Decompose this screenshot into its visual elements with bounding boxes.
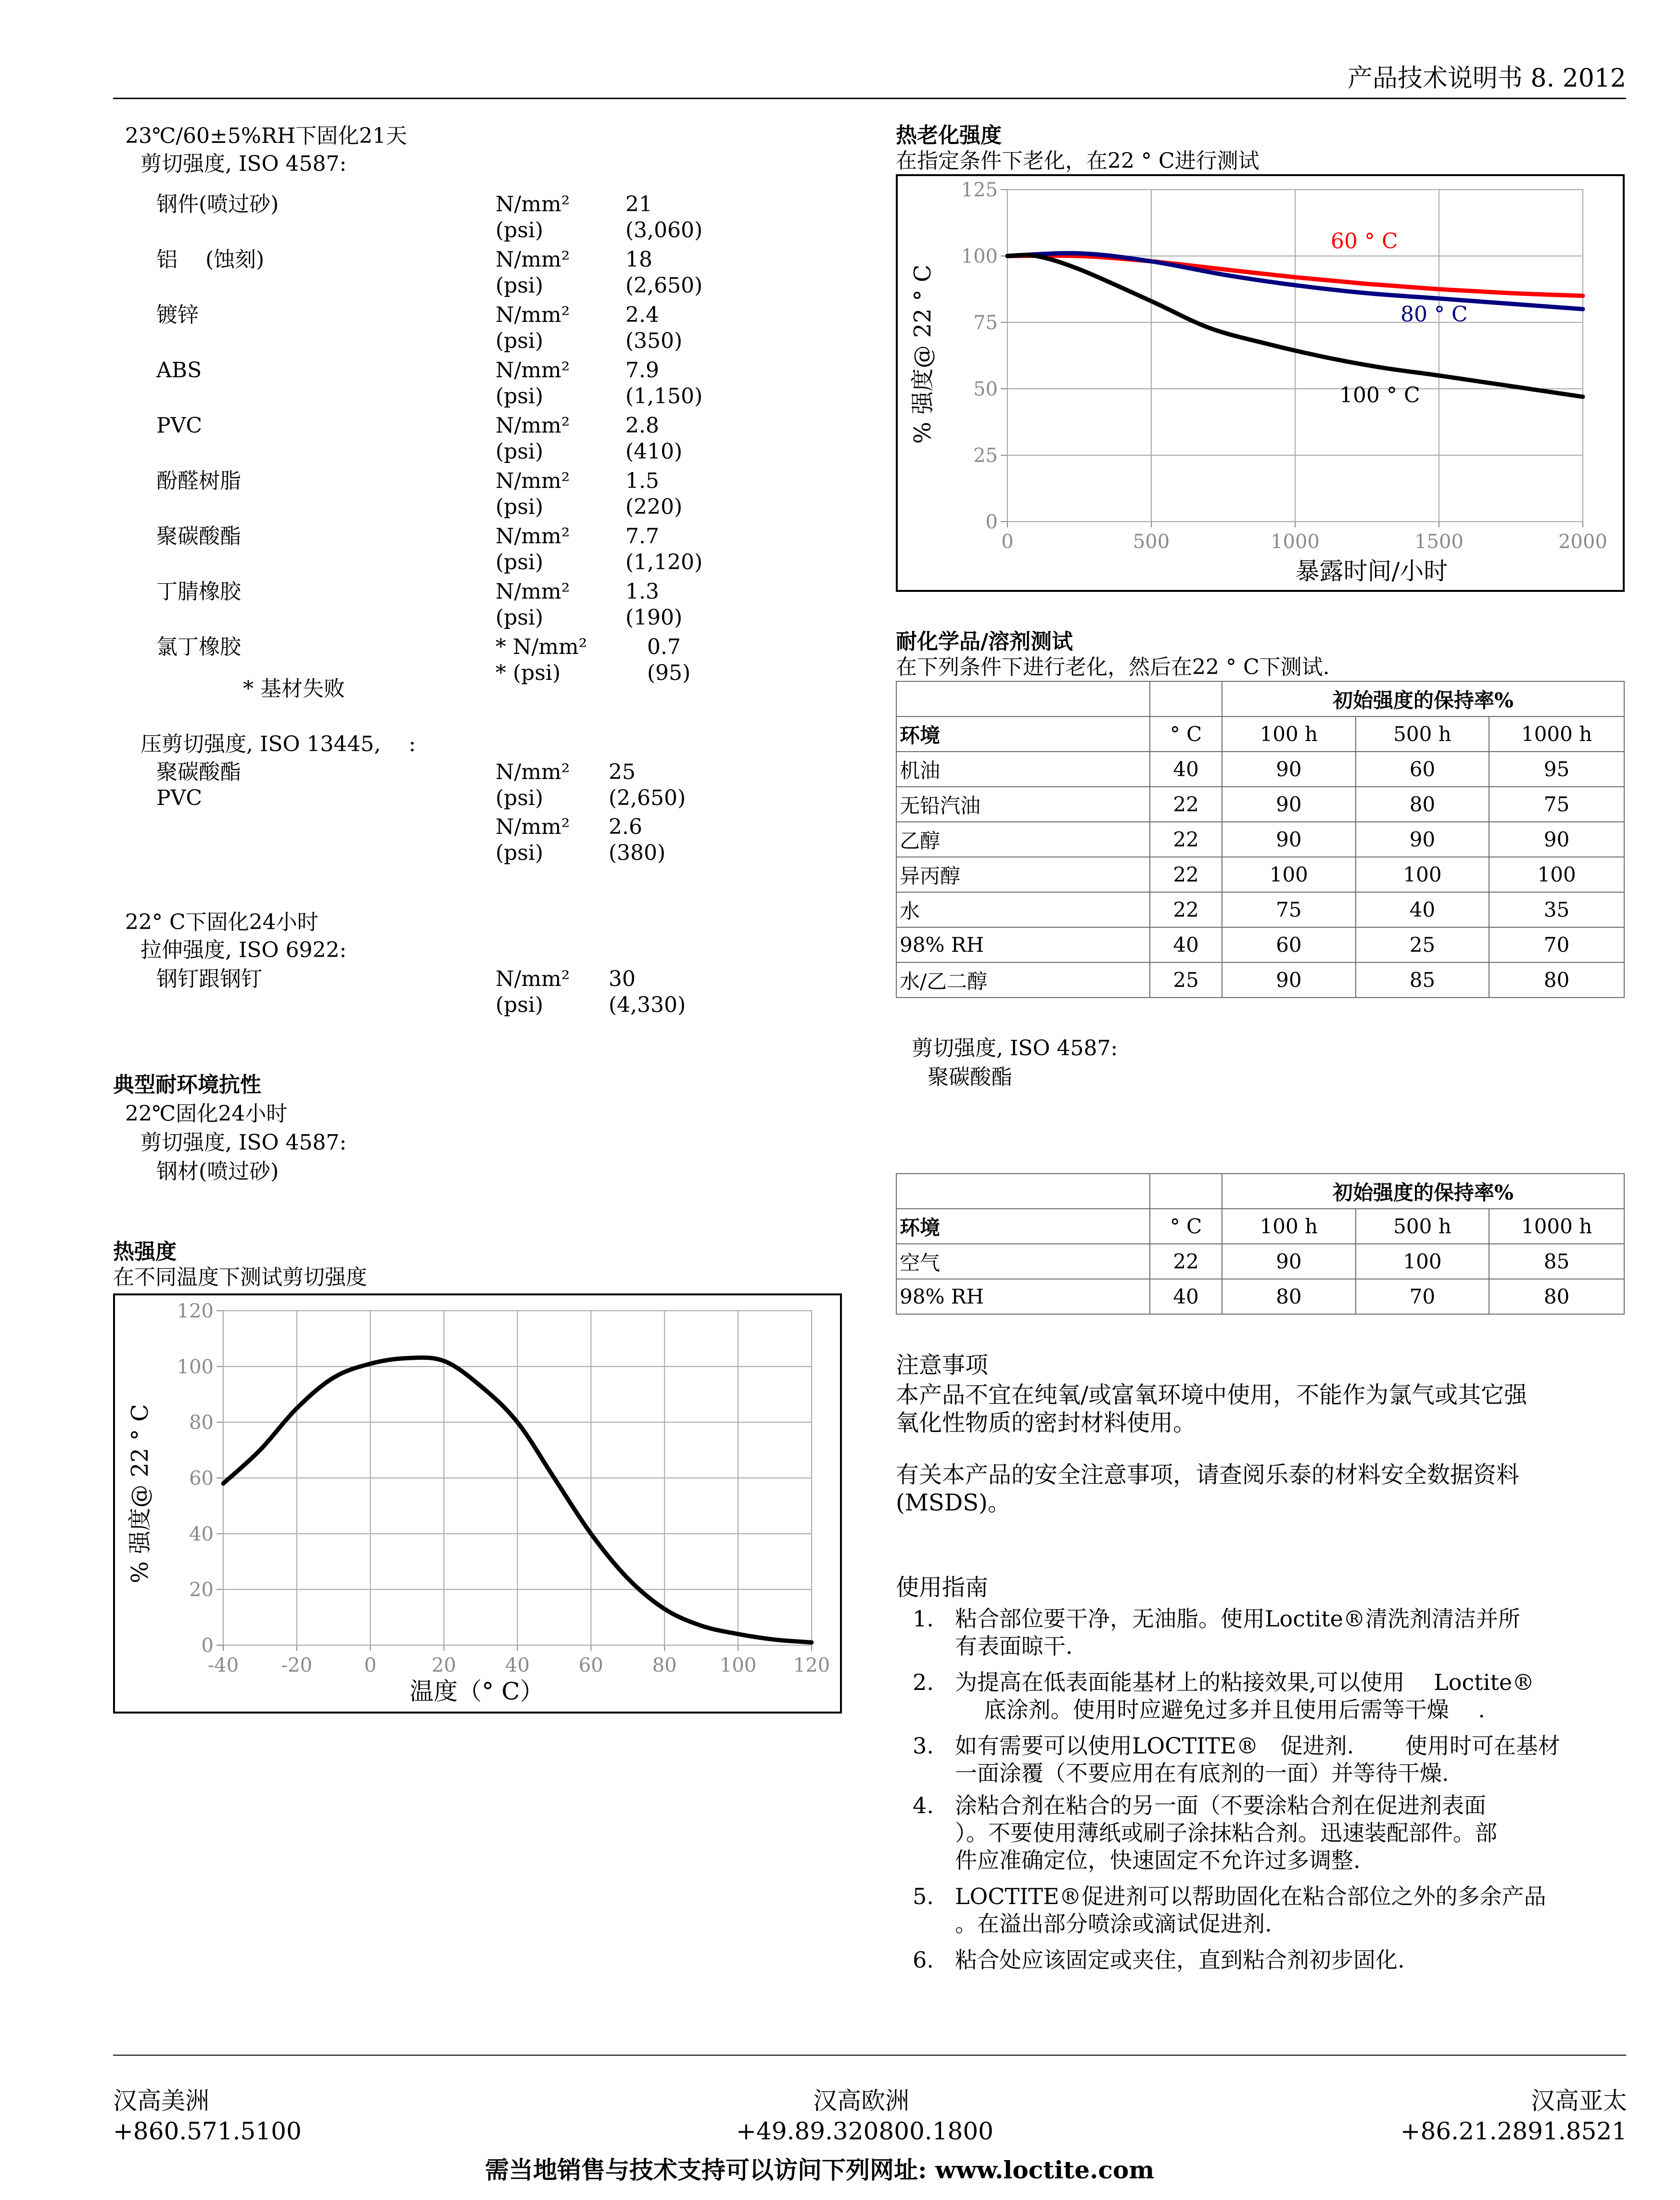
chart-grid [216,1311,812,1651]
substrate-unit-psi: (psi) [496,550,544,575]
y-tick-label: 25 [973,445,998,467]
table-head-row [896,716,1624,752]
substrate-name: 聚碳酸酯 [156,524,241,549]
substrate-unit: N/mm² [496,358,570,383]
notice-line: 氧化性物质的密封材料使用。 [896,1409,1196,1436]
substrate-unit: N/mm² [496,413,570,438]
usage-step-number: 1. [913,1606,934,1632]
compress-item-value: (2,650) [609,786,686,810]
table-cell-value: 90 [1222,962,1356,998]
compress-item-unit: N/mm² [496,815,570,839]
compress-shear-heading: 压剪切强度, ISO 13445, : [140,732,416,756]
table-cell-value: 80 [1222,1279,1356,1314]
usage-step-line: 粘合部位要干净，无油脂。使用Loctite®清洗剂清洁并所 [955,1606,1520,1632]
usage-step-line: 。在溢出部分喷涂或滴试促进剂. [955,1911,1272,1937]
table-cell-value: 100 [1222,857,1356,892]
table-cell-value: 80 [1489,962,1624,998]
table-cell-env: 机油 [896,752,1150,787]
col-1000h: 1000 h [1489,1209,1624,1244]
y-tick-label: 40 [189,1523,214,1546]
heat-aging-plot [898,176,1623,590]
substrate-unit: N/mm² [496,247,570,272]
compress-item-unit: (psi) [496,841,544,865]
y-tick-label: 125 [961,179,998,201]
x-tick-label: 0 [1001,531,1014,553]
pc-substrate: 聚碳酸酯 [928,1065,1012,1089]
table-cell-value: 70 [1489,927,1624,962]
table-cell-value: 22 [1150,857,1222,892]
footer-asia-phone: +86.21.2891.8521 [1400,2117,1627,2145]
x-tick-label: 1500 [1414,531,1464,553]
table-cell-value: 60 [1356,752,1489,787]
substrate-unit-psi: (psi) [496,495,544,519]
footer-europe-phone: +49.89.320800.1800 [736,2117,993,2145]
heat-aging-chart [896,174,1625,592]
table-cell-env: 水/乙二醇 [896,962,1150,998]
y-tick-label: 100 [177,1356,214,1378]
hot-strength-chart [113,1293,842,1714]
substrate-value-psi: (1,150) [625,384,703,409]
heat-aging-title: 热老化强度 [896,123,1002,148]
footer-americas-phone: +860.571.5100 [113,2117,302,2145]
table-row [896,1244,1624,1279]
x-tick-label: 40 [505,1654,530,1676]
series-label-80c: 80 ° C [1400,302,1468,327]
table-cell-value: 90 [1356,822,1489,857]
table-cell-value: 100 [1356,1244,1489,1279]
col-temp: ° C [1150,1209,1222,1244]
table-cell-value: 85 [1356,962,1489,998]
table-head-row [896,1209,1624,1244]
substrate-value-psi: (350) [625,329,683,353]
substrate-name: 镀锌 [156,303,199,327]
table-cell-value: 22 [1150,822,1222,857]
tensile-item-value: (4,330) [609,993,686,1017]
tensile-item-value: 30 [609,967,636,991]
substrate-value: 1.3 [625,579,659,604]
table-cell-value: 40 [1150,1279,1222,1314]
x-tick-labels [208,1654,830,1676]
substrate-unit-psi: (psi) [496,329,544,353]
pc-shear-heading: 剪切强度, ISO 4587: [912,1036,1118,1061]
usage-step [913,1669,1629,1724]
substrate-value: 2.4 [625,303,659,327]
table-cell-value: 80 [1356,787,1489,822]
env-substrate: 钢材(喷过砂) [156,1159,279,1184]
substrate-value: 7.7 [625,524,659,549]
usage-step-line: 涂粘合剂在粘合的另一面（不要涂粘合剂在促进剂表面 [955,1792,1486,1818]
col-100h: 100 h [1222,716,1356,752]
heat-aging-subtitle: 在指定条件下老化，在22 ° C进行测试 [896,149,1260,173]
table-cell-env: 水 [896,892,1150,927]
substrate-unit-psi: (psi) [496,218,544,243]
usage-step-line: 为提高在低表面能基材上的粘接效果,可以使用 Loctite® [955,1669,1535,1695]
substrate-value-psi: (95) [647,661,691,685]
usage-step [913,1946,1629,1974]
shear-strength-heading: 剪切强度, ISO 4587: [140,152,347,176]
substrate-name: 氯丁橡胶 [156,635,241,659]
compress-item-value: (380) [609,841,666,865]
footer-asia: 汉高亚太 [1531,2087,1627,2115]
x-tick-label: -20 [281,1654,313,1676]
x-tick-label: 60 [578,1654,603,1676]
table-cell-value: 70 [1356,1279,1489,1314]
x-tick-label: 100 [719,1654,757,1676]
y-axis-label: % 强度@ 22 ° C [127,1404,153,1584]
substrate-unit-psi: (psi) [496,273,544,298]
table-group-header: 初始强度的保持率% [1222,681,1624,716]
substrate-unit: N/mm² [496,579,570,604]
tensile-heading: 拉伸强度, ISO 6922: [140,938,347,962]
substrate-unit: N/mm² [496,303,570,327]
table-cell-value: 40 [1150,927,1222,962]
table-cell-env: 空气 [896,1244,1150,1279]
substrate-value-psi: (220) [625,495,683,519]
usage-step-line: 粘合处应该固定或夹住，直到粘合剂初步固化. [955,1947,1405,1973]
table-cell-value: 40 [1150,752,1222,787]
usage-step [913,1605,1629,1660]
substrate-name: 铝 (蚀刻) [156,247,265,272]
env-resistance-title: 典型耐环境抗性 [113,1073,261,1097]
y-tick-label: 100 [961,245,998,268]
chem-resistance-table [896,681,1625,998]
substrate-value-psi: (410) [625,439,683,464]
table-cell-env: 异丙醇 [896,857,1150,892]
substrate-value-psi: (3,060) [625,218,703,243]
cure-condition-1: 23℃/60±5%RH下固化21天 [125,124,407,148]
usage-step-number: 3. [913,1733,934,1759]
x-tick-label: 0 [364,1654,377,1676]
usage-step-line: ）。不要使用薄纸或刷子涂抹粘合剂。迅速装配部件。部 [955,1820,1497,1846]
notice-line: 本产品不宜在纯氧/或富氧环境中使用，不能作为氯气或其它强 [896,1381,1527,1408]
footer-website: 需当地销售与技术支持可以访问下列网址: www.loctite.com [485,2156,1155,2184]
usage-step-line: LOCTITE®促进剂可以帮助固化在粘合部位之外的多余产品 [955,1883,1546,1909]
table-cell-value: 35 [1489,892,1624,927]
table-cell-value: 80 [1489,1279,1624,1314]
usage-title: 使用指南 [896,1574,989,1601]
y-tick-label: 20 [189,1579,214,1601]
y-tick-labels [961,179,998,533]
substrate-name: ABS [156,358,202,383]
x-tick-labels [1001,531,1607,553]
x-tick-label: 120 [793,1654,830,1676]
y-tick-label: 0 [201,1635,214,1657]
x-tick-label: 1000 [1271,531,1320,553]
table-cell-value: 95 [1489,752,1624,787]
y-axis-label: % 强度@ 22 ° C [909,264,936,444]
footer-europe: 汉高欧洲 [813,2087,909,2115]
table-cell-value: 90 [1489,822,1624,857]
usage-step-number: 4. [913,1792,934,1818]
col-500h: 500 h [1356,716,1489,752]
usage-step [913,1883,1629,1938]
table-cell-value: 90 [1222,752,1356,787]
compress-item-value: 2.6 [609,815,642,839]
table-cell-value: 25 [1150,962,1222,998]
notice-line: (MSDS)。 [896,1489,1011,1516]
chart-grid [1001,190,1583,527]
series-label-60c: 60 ° C [1331,229,1398,254]
table-head-row [896,1174,1624,1209]
substrate-unit: N/mm² [496,524,570,549]
table-row [896,927,1624,962]
y-tick-label: 60 [189,1467,214,1490]
col-100h: 100 h [1222,1209,1356,1244]
x-axis-label: 温度（° C） [409,1677,544,1705]
substrate-unit-psi: (psi) [496,384,544,409]
y-tick-label: 50 [973,378,998,400]
table-cell-env: 无铅汽油 [896,787,1150,822]
substrate-name: 酚醛树脂 [156,469,241,493]
substrate-name: PVC [156,413,203,438]
usage-step [913,1732,1629,1787]
substrate-unit: * N/mm² [496,635,587,659]
table-row [896,787,1624,822]
table-cell-value: 22 [1150,892,1222,927]
x-axis-label: 暴露时间/小时 [1295,557,1448,585]
tensile-item-name: 钢钉跟钢钉 [156,967,262,991]
table-row [896,752,1624,787]
table-row [896,857,1624,892]
col-env: 环境 [896,1209,1150,1244]
notice-line: 有关本产品的安全注意事项，请查阅乐泰的材料安全数据资料 [896,1461,1520,1488]
compress-item-name: 聚碳酸酯 [156,760,241,784]
usage-step-line: 件应准确定位，快速固定不允许过多调整. [955,1847,1361,1873]
usage-step-line: 底涂剂。使用时应避免过多并且使用后需等干燥 . [955,1697,1485,1723]
header-rule [113,98,1626,99]
substrate-value: 1.5 [625,469,659,493]
hot-strength-subtitle: 在不同温度下测试剪切强度 [113,1265,367,1290]
col-500h: 500 h [1356,1209,1489,1244]
chem-resistance-subtitle: 在下列条件下进行老化，然后在22 ° C下测试. [896,655,1330,679]
substrate-value: 0.7 [647,635,681,659]
chem-resistance-title: 耐化学品/溶剂测试 [896,629,1073,654]
table-cell-value: 60 [1222,927,1356,962]
x-tick-label: 80 [652,1654,677,1676]
substrate-value-psi: (1,120) [625,550,703,575]
usage-step-line: 有表面晾干. [955,1633,1073,1659]
substrate-failure-note: * 基材失败 [243,677,345,701]
col-1000h: 1000 h [1489,716,1624,752]
compress-item-name: PVC [156,786,203,810]
substrate-name: 丁腈橡胶 [156,579,241,604]
table-cell-value: 22 [1150,787,1222,822]
env-shear-heading: 剪切强度, ISO 4587: [140,1130,347,1155]
series-label-100c: 100 ° C [1339,383,1420,408]
substrate-unit-psi: * (psi) [496,661,561,685]
footer-rule [113,2055,1626,2056]
table-cell-value: 75 [1222,892,1356,927]
usage-step-number: 2. [913,1669,934,1695]
footer-americas: 汉高美洲 [113,2087,209,2115]
substrate-value: 2.8 [625,413,659,438]
col-env: 环境 [896,716,1150,752]
substrate-name: 钢件(喷过砂) [156,192,279,217]
table-cell-value: 40 [1356,892,1489,927]
y-tick-label: 0 [985,511,998,533]
usage-step-line: 如有需要可以使用LOCTITE® 促进剂. 使用时可在基材 [955,1733,1560,1759]
substrate-value-psi: (190) [625,605,683,630]
x-tick-label: 500 [1133,531,1170,553]
substrate-unit-psi: (psi) [496,439,544,464]
table-row [896,1279,1624,1314]
table-head-row [896,681,1624,716]
hot-strength-plot [115,1295,840,1712]
substrate-value: 18 [625,247,652,272]
usage-step-number: 6. [913,1947,934,1973]
substrate-value: 7.9 [625,358,659,383]
y-tick-label: 75 [973,312,998,334]
x-tick-label: -40 [207,1654,239,1676]
y-tick-label: 80 [189,1411,214,1434]
table-cell-env: 乙醇 [896,822,1150,857]
pc-retention-table [896,1173,1625,1315]
table-cell-value: 90 [1222,787,1356,822]
env-cure-condition: 22℃固化24小时 [125,1101,288,1126]
compress-item-unit: N/mm² [496,760,570,784]
table-group-header: 初始强度的保持率% [1222,1174,1624,1209]
x-tick-label: 20 [432,1654,457,1676]
substrate-unit: N/mm² [496,192,570,217]
table-row [896,822,1624,857]
table-cell-value: 22 [1150,1244,1222,1279]
y-tick-labels [177,1300,214,1657]
substrate-value: 21 [625,192,652,217]
tensile-item-unit: (psi) [496,993,544,1017]
table-row [896,892,1624,927]
table-cell-env: 98% RH [896,927,1150,962]
substrate-value-psi: (2,650) [625,273,703,298]
col-temp: ° C [1150,716,1222,752]
table-cell-value: 75 [1489,787,1624,822]
compress-item-unit: (psi) [496,786,544,810]
table-cell-value: 100 [1356,857,1489,892]
tensile-item-unit: N/mm² [496,967,570,991]
hot-strength-title: 热强度 [113,1240,177,1264]
compress-item-value: 25 [609,760,636,784]
y-tick-label: 120 [177,1300,214,1322]
substrate-unit: N/mm² [496,469,570,493]
notice-title: 注意事项 [896,1352,989,1379]
cure-condition-2: 22° C下固化24小时 [125,910,318,934]
table-cell-value: 25 [1356,927,1489,962]
table-cell-value: 90 [1222,1244,1356,1279]
header-title: 产品技术说明书 8. 2012 [1347,64,1626,93]
x-tick-label: 2000 [1558,531,1607,553]
usage-step-line: 一面涂覆（不要应用在有底剂的一面）并等待干燥. [955,1760,1449,1786]
table-row [896,962,1624,998]
table-cell-value: 85 [1489,1244,1624,1279]
usage-steps [913,1605,1629,1974]
table-cell-env: 98% RH [896,1279,1150,1314]
usage-step [913,1792,1629,1874]
table-cell-value: 90 [1222,822,1356,857]
substrate-unit-psi: (psi) [496,605,544,630]
table-cell-value: 100 [1489,857,1624,892]
usage-step-number: 5. [913,1883,934,1909]
